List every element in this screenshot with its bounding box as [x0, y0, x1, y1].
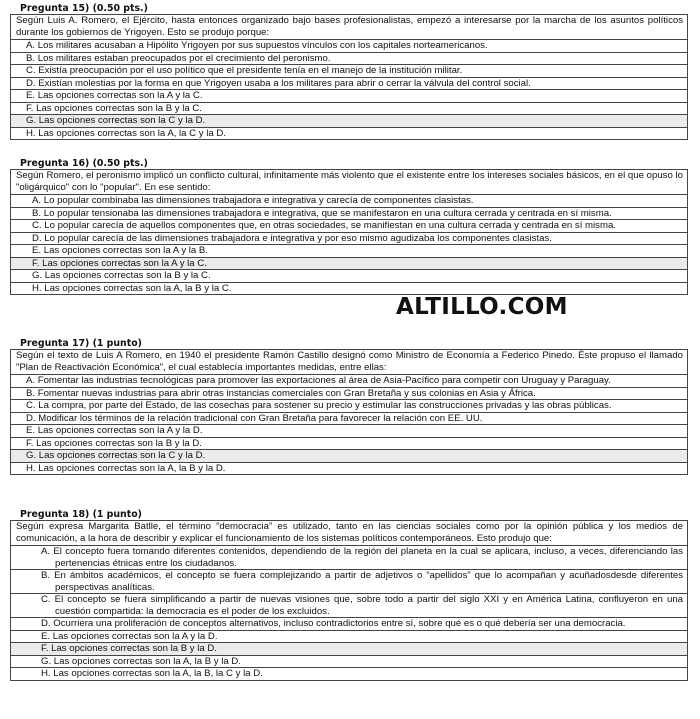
option-e: E. Las opciones correctas son la A y la D.	[11, 424, 687, 437]
option-b: B. En ámbitos académicos, el concepto se fuera complejizando a partir de adjetivos o “apellidos” que lo acompañan y acuñadosdesde diferentes perspectivas analíticas.	[11, 569, 687, 593]
option-g: G. Las opciones correctas son la C y la D.	[11, 449, 687, 462]
option-a: A. El concepto fuera tomando diferentes contenidos, dependiendo de la región del planeta en la cual se aplicara, incluso, a veces, diferenciando las pertenencias étnicas entre los ciudadanos.	[11, 545, 687, 569]
question-stem: Según Luis A. Romero, el Ejército, hasta entonces organizado bajo bases profesionalistas, empezó a interesarse por la marcha de los asuntos políticos durante los gobiernos de Yrigoyen. Esto se produjo porque:	[16, 15, 683, 38]
option-h: H. Las opciones correctas son la A, la B, la C y la D.	[11, 667, 687, 680]
option-d: D. Existían molestias por la forma en que Yrigoyen usaba a los militares para abrir o cerrar la válvula del control social.	[11, 77, 687, 90]
option-h: H. Las opciones correctas son la A, la B y la C.	[11, 282, 687, 295]
option-f: F. Las opciones correctas son la B y la D.	[11, 437, 687, 450]
option-g: G. Las opciones correctas son la C y la D.	[11, 114, 687, 127]
question-16	[10, 158, 688, 295]
option-h: H. Las opciones correctas son la A, la B y la D.	[11, 462, 687, 475]
question-18	[10, 509, 688, 681]
option-e: E. Las opciones correctas son la A y la C.	[11, 89, 687, 102]
option-e: E. Las opciones correctas son la A y la D.	[11, 630, 687, 643]
option-d: D. Ocurriera una proliferación de conceptos alternativos, incluso contradictorios entre sí, sobre qué es o qué debería ser una democracia.	[11, 617, 687, 630]
question-title: Pregunta 18) (1 punto)	[20, 509, 142, 520]
question-title: Pregunta 15) (0.50 pts.)	[20, 3, 148, 14]
question-15	[10, 3, 688, 140]
option-c: C. El concepto se fuera simplificando a partir de nuevas visiones que, sobre todo a partir del siglo XXI y en América Latina, confluyeron en una cuestión compartida: la democracia es el poder de los excluidos.	[11, 593, 687, 617]
question-stem: Según el texto de Luis A Romero, en 1940 el presidente Ramón Castillo designó como Ministro de Economía a Federico Pinedo. Éste propuso el llamado "Plan de Reactivación Económica", el cual establecía importantes medidas, entre ellas:	[16, 350, 683, 373]
option-c: C. La compra, por parte del Estado, de las cosechas para sostener su precio y estimular las construcciones privadas y las obras públicas.	[11, 399, 687, 412]
option-f: F. Las opciones correctas son la B y la D.	[11, 642, 687, 655]
option-d: D. Lo popular carecía de las dimensiones trabajadora e integrativa y por eso mismo agudizaba los componentes clasistas.	[11, 232, 687, 245]
question-title: Pregunta 17) (1 punto)	[20, 338, 142, 349]
option-a: A. Fomentar las industrias tecnológicas para promover las exportaciones al área de Asia-Pacífico para competir con Uruguay y Paraguay.	[11, 374, 687, 387]
option-a: A. Lo popular combinaba las dimensiones trabajadora e integrativa y carecía de componentes clasistas.	[11, 194, 687, 207]
option-b: B. Los militares estaban preocupados por el crecimiento del peronismo.	[11, 52, 687, 65]
option-f: F. Las opciones correctas son la B y la C.	[11, 102, 687, 115]
question-box	[10, 349, 688, 475]
option-f: F. Las opciones correctas son la A y la C.	[11, 257, 687, 270]
question-stem: Según Romero, el peronismo implicó un conflicto cultural, infinitamente más violento que el existente entre los intereses sociales básicos, en el que opuso lo "oligárquico" con lo "popular". En ese sentido:	[16, 170, 683, 193]
question-box	[10, 520, 688, 681]
question-stem: Según expresa Margarita Batlle, el término “democracia” es utilizado, tanto en las ciencias sociales como por la opinión pública y los medios de comunicación, a la hora de describir y explicar el funcionamiento de los sistemas políticos contemporáneos. Esto produjo que:	[16, 521, 683, 544]
option-c: C. Lo popular carecía de aquellos componentes que, en otras sociedades, se manifiestan en una cultura cerrada y centrada en sí misma.	[11, 219, 687, 232]
option-b: B. Lo popular tensionaba las dimensiones trabajadora e integrativa, que se manifestaron en una cultura cerrada y centrada en sí misma.	[11, 207, 687, 220]
question-box	[10, 169, 688, 295]
question-box	[10, 14, 688, 140]
watermark-logo: ALTILLO.COM	[396, 294, 568, 320]
option-g: G. Las opciones correctas son la B y la C.	[11, 269, 687, 282]
option-b: B. Fomentar nuevas industrias para abrir otras instancias comerciales con Gran Bretaña y sus colonias en Asia y África.	[11, 387, 687, 400]
question-17	[10, 338, 688, 475]
option-c: C. Existía preocupación por el uso político que el presidente tenía en el manejo de la institución militar.	[11, 64, 687, 77]
option-a: A. Los militares acusaban a Hipólito Yrigoyen por sus supuestos vínculos con los capitales norteamericanos.	[11, 39, 687, 52]
option-g: G. Las opciones correctas son la A, la B y la D.	[11, 655, 687, 668]
option-d: D. Modificar los términos de la relación tradicional con Gran Bretaña para favorecer la relación con EE. UU.	[11, 412, 687, 425]
option-h: H. Las opciones correctas son la A, la C y la D.	[11, 127, 687, 140]
option-e: E. Las opciones correctas son la A y la B.	[11, 244, 687, 257]
question-title: Pregunta 16) (0.50 pts.)	[20, 158, 148, 169]
